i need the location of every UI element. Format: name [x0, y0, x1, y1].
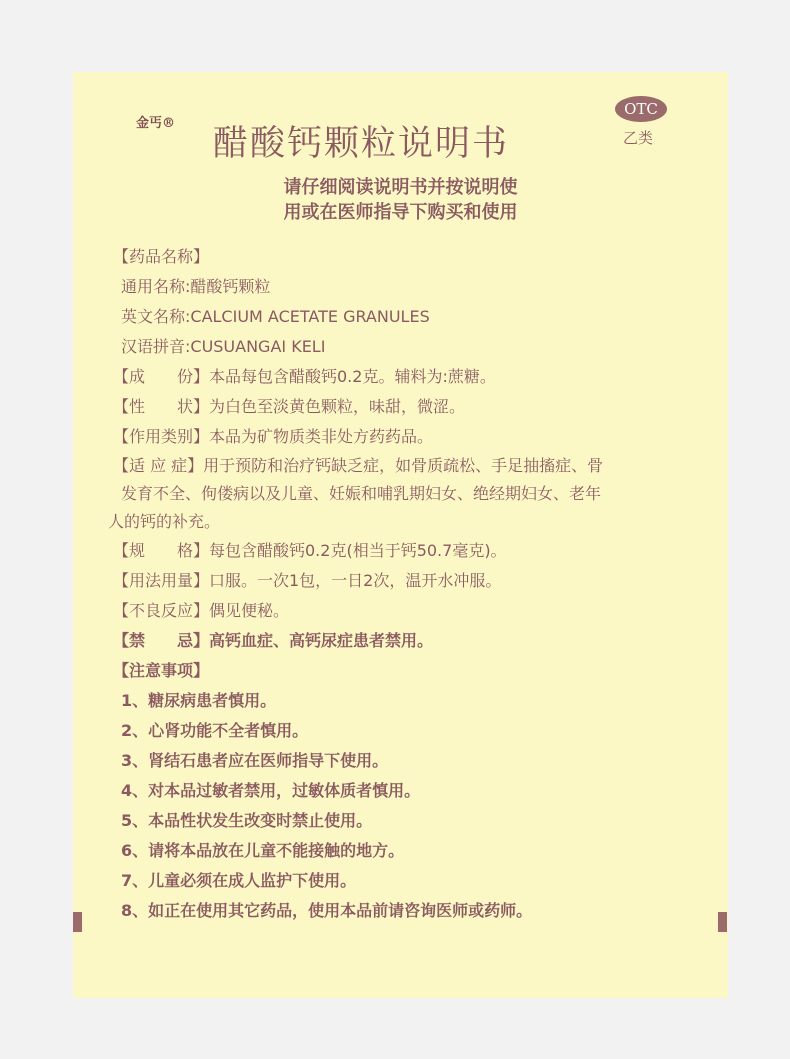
right-edge-marker	[718, 912, 727, 932]
otc-badge: OTC	[615, 96, 667, 122]
warning-line-2: 用或在医师指导下购买和使用	[283, 202, 518, 223]
section-heading-precautions: 【注意事项】	[113, 661, 210, 680]
pinyin-name: 汉语拼音:CUSUANGAI KELI	[121, 337, 326, 356]
precaution-item: 3、肾结石患者应在医师指导下使用。	[121, 751, 389, 770]
appearance: 【性 状】为白色至淡黄色颗粒，味甜，微涩。	[113, 397, 466, 416]
page-title: 醋酸钙颗粒说明书	[213, 124, 510, 164]
english-name: 英文名称:CALCIUM ACETATE GRANULES	[121, 307, 430, 326]
leaflet-sheet	[73, 72, 728, 998]
indications-line-2: 发育不全、佝偻病以及儿童、妊娠和哺乳期妇女、绝经期妇女、老年	[121, 484, 602, 503]
precaution-item: 5、本品性状发生改变时禁止使用。	[121, 811, 373, 830]
contraindications: 【禁 忌】高钙血症、高钙尿症患者禁用。	[113, 631, 434, 650]
section-heading-name: 【药品名称】	[113, 247, 210, 266]
indications-line-1: 【适 应 症】用于预防和治疗钙缺乏症，如骨质疏松、手足抽搐症、骨	[113, 456, 604, 475]
left-edge-marker	[73, 912, 82, 932]
precaution-item: 4、对本品过敏者禁用，过敏体质者慎用。	[121, 781, 421, 800]
precaution-item: 6、请将本品放在儿童不能接触的地方。	[121, 841, 405, 860]
precaution-item: 7、儿童必须在成人监护下使用。	[121, 871, 357, 890]
leaflet-body	[108, 242, 713, 926]
category: 【作用类别】本品为矿物质类非处方药药品。	[113, 427, 434, 446]
usage-warning	[73, 175, 728, 225]
warning-line-1: 请仔细阅读说明书并按说明使	[283, 177, 518, 198]
indications-line-3: 人的钙的补充。	[108, 512, 221, 531]
generic-name: 通用名称:醋酸钙颗粒	[121, 277, 271, 296]
precaution-item: 2、心肾功能不全者慎用。	[121, 721, 309, 740]
brand-logo: 金丐®	[136, 116, 176, 131]
otc-class-label: 乙类	[623, 129, 654, 147]
dosage: 【用法用量】口服。一次1包，一日2次，温开水冲服。	[113, 571, 502, 590]
ingredients: 【成 份】本品每包含醋酸钙0.2克。辅料为:蔗糖。	[113, 367, 496, 386]
precaution-item: 1、糖尿病患者慎用。	[121, 691, 277, 710]
adverse-reactions: 【不良反应】偶见便秘。	[113, 601, 290, 620]
specification: 【规 格】每包含醋酸钙0.2克(相当于钙50.7毫克)。	[113, 541, 507, 560]
precaution-item: 8、如正在使用其它药品，使用本品前请咨询医师或药师。	[121, 901, 533, 920]
